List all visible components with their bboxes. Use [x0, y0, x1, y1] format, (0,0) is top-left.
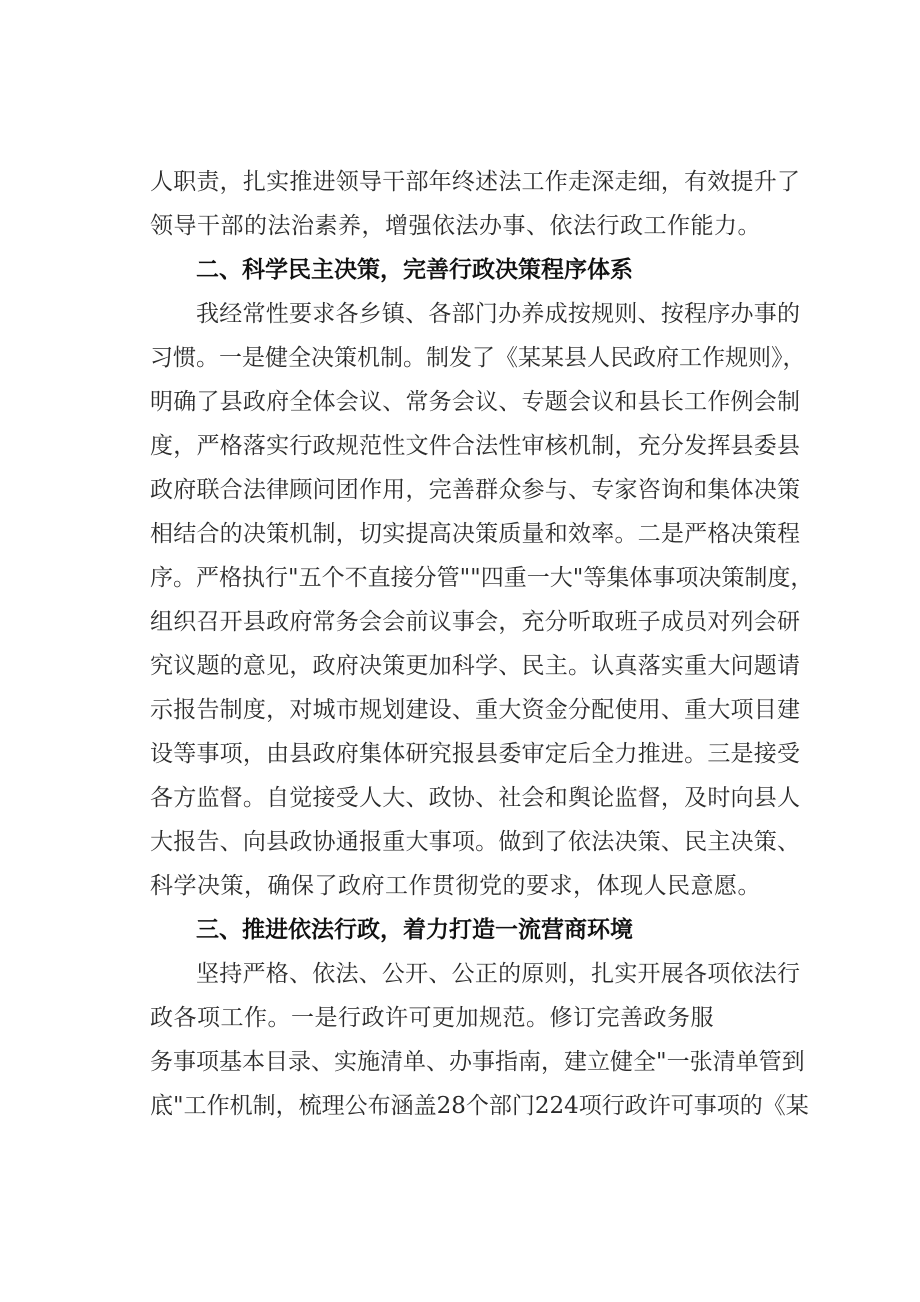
paragraph-line: 究议题的意见，政府决策更加科学、民主。认真落实重大问题请 — [150, 653, 800, 679]
paragraph-line: 序。严格执行"五个不直接分管""四重一大"等集体事项决策制度， — [150, 565, 814, 591]
paragraph-line: 明确了县政府全体会议、常务会议、专题会议和县长工作例会制 — [150, 389, 800, 415]
paragraph-line: 底"工作机制，梳理公布涵盖28个部门224项行政许可事项的《某 — [150, 1093, 809, 1119]
paragraph-line: 政府联合法律顾问团作用，完善群众参与、专家咨询和集体决策 — [150, 477, 800, 503]
paragraph-line: 各方监督。自觉接受人大、政协、社会和舆论监督，及时向县人 — [150, 785, 800, 811]
paragraph-line: 坚持严格、依法、公开、公正的原则，扎实开展各项依法行 — [196, 961, 800, 987]
paragraph-line: 科学决策，确保了政府工作贯彻党的要求，体现人民意愿。 — [150, 873, 761, 899]
paragraph-line: 相结合的决策机制，切实提高决策质量和效率。二是严格决策程 — [150, 521, 800, 547]
paragraph-line: 政各项工作。一是行政许可更加规范。修订完善政务服 — [150, 1005, 714, 1031]
paragraph-line: 我经常性要求各乡镇、各部门办养成按规则、按程序办事的 — [196, 301, 800, 327]
paragraph-line: 领导干部的法治素养，增强依法办事、依法行政工作能力。 — [150, 213, 761, 239]
paragraph-line: 大报告、向县政协通报重大事项。做到了依法决策、民主决策、 — [150, 829, 800, 855]
paragraph-line: 度，严格落实行政规范性文件合法性审核机制，充分发挥县委县 — [150, 433, 800, 459]
paragraph-line: 组织召开县政府常务会会前议事会，充分听取班子成员对列会研 — [150, 609, 800, 635]
paragraph-line: 务事项基本目录、实施清单、办事指南，建立健全"一张清单管到 — [150, 1049, 805, 1075]
paragraph-line: 设等事项，由县政府集体研究报县委审定后全力推进。三是接受 — [150, 741, 800, 767]
section-heading-2: 二、科学民主决策，完善行政决策程序体系 — [196, 257, 633, 283]
paragraph-line: 人职责，扎实推进领导干部年终述法工作走深走细，有效提升了 — [150, 169, 800, 195]
paragraph-line: 示报告制度，对城市规划建设、重大资金分配使用、重大项目建 — [150, 697, 800, 723]
paragraph-line: 习惯。一是健全决策机制。制发了《某某县人民政府工作规则》， — [150, 345, 806, 371]
section-heading-3: 三、推进依法行政，着力打造一流营商环境 — [196, 917, 633, 943]
